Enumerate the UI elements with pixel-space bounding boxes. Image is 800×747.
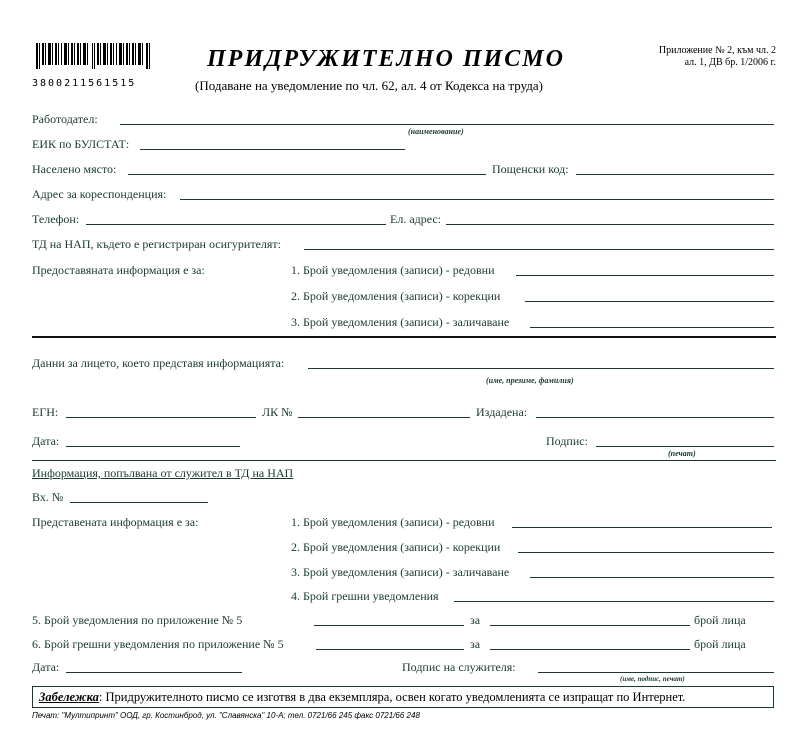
employer-label: Работодател: <box>32 112 98 126</box>
annex-line-2: ал. 1, ДВ бр. 1/2006 г. <box>684 57 776 68</box>
phone-label: Телефон: <box>32 212 80 226</box>
nap-date-field[interactable] <box>66 672 242 673</box>
annex5-persons-field[interactable] <box>490 625 690 626</box>
annex5-errors-count-field[interactable] <box>316 649 464 650</box>
employer-name-field[interactable] <box>120 124 774 125</box>
employee-signature-label: Подпис на служителя: <box>402 660 516 674</box>
nap-section-title: Информация, попълвана от служител в ТД на НАП <box>32 466 294 480</box>
employee-signature-hint: (име, подпис, печат) <box>620 675 685 683</box>
nap-item-annex5: 5. Брой уведомления по приложение № 5 <box>32 613 243 627</box>
nap-divider <box>32 460 776 461</box>
employer-corrections-field[interactable] <box>525 301 774 302</box>
presenter-date-label: Дата: <box>32 434 60 448</box>
email-field[interactable] <box>446 224 774 225</box>
egn-label: ЕГН: <box>32 405 59 419</box>
presenter-date-field[interactable] <box>66 446 240 447</box>
info-label: Предоставяната информация е за: <box>32 263 205 277</box>
employer-item-corrections: 2. Брой уведомления (записи) - корекции <box>291 289 501 303</box>
eik-label: ЕИК по БУЛСТАТ: <box>32 137 130 151</box>
nap-info-label: Представената информация е за: <box>32 515 199 529</box>
nap-errors-field[interactable] <box>454 601 774 602</box>
phone-field[interactable] <box>86 224 386 225</box>
nap-regular-field[interactable] <box>512 527 772 528</box>
note-box <box>32 686 774 708</box>
note-content <box>39 690 685 705</box>
employer-regular-field[interactable] <box>516 275 774 276</box>
employer-name-hint: (наименование) <box>408 127 464 136</box>
presenter-signature-label: Подпис: <box>546 434 588 448</box>
incoming-number-field[interactable] <box>70 502 208 503</box>
td-field[interactable] <box>304 249 774 250</box>
lk-label: ЛК № <box>262 405 293 419</box>
incoming-number-label: Вх. № <box>32 490 64 504</box>
presenter-signature-field[interactable] <box>596 446 774 447</box>
nap-corrections-field[interactable] <box>518 552 774 553</box>
egn-field[interactable] <box>66 417 256 418</box>
annex5-persons-label: брой лица <box>694 613 746 627</box>
address-field[interactable] <box>180 199 774 200</box>
stamp-hint: (печат) <box>668 449 696 458</box>
annex5-for-label: за <box>470 613 481 627</box>
annex5-count-field[interactable] <box>314 625 464 626</box>
annex5-errors-persons-field[interactable] <box>490 649 690 650</box>
barcode-number: 3800211561515 <box>32 78 137 89</box>
issued-field[interactable] <box>536 417 774 418</box>
nap-item-errors: 4. Брой грешни уведомления <box>291 589 439 603</box>
address-label: Адрес за кореспонденция: <box>32 187 167 201</box>
document-subtitle: (Подаване на уведомление по чл. 62, ал. 4 от Кодекса на труда) <box>195 78 543 93</box>
issued-label: Издадена: <box>476 405 528 419</box>
employer-deletions-field[interactable] <box>530 327 774 328</box>
email-label: Ел. адрес: <box>390 212 442 226</box>
annex-line-1: Приложение № 2, към чл. 2 <box>658 45 776 56</box>
annex5-errors-persons-label: брой лица <box>694 637 746 651</box>
nap-item-annex5-errors: 6. Брой грешни уведомления по приложение № 5 <box>32 637 284 651</box>
document-title: ПРИДРУЖИТЕЛНО ПИСМО <box>207 46 565 72</box>
employer-item-deletions: 3. Брой уведомления (записи) - заличаване <box>291 315 510 329</box>
barcode-image <box>36 43 153 73</box>
note-label: Забележка <box>39 690 99 704</box>
postcode-label: Пощенски код: <box>492 162 569 176</box>
employee-signature-field[interactable] <box>538 672 774 673</box>
lk-field[interactable] <box>298 417 470 418</box>
nap-item-regular: 1. Брой уведомления (записи) - редовни <box>291 515 495 529</box>
nap-item-deletions: 3. Брой уведомления (записи) - заличаване <box>291 565 510 579</box>
presenter-name-hint: (име, презиме, фамилия) <box>486 376 574 385</box>
nap-deletions-field[interactable] <box>530 577 774 578</box>
eik-field[interactable] <box>140 149 405 150</box>
place-label: Населено място: <box>32 162 117 176</box>
employer-item-regular: 1. Брой уведомления (записи) - редовни <box>291 263 495 277</box>
nap-date-label: Дата: <box>32 660 60 674</box>
annex5-errors-for-label: за <box>470 637 481 651</box>
printer-info: Печат: "Мултипринт" ООД, гр. Костинброд, ул. "Славянска" 10-А; тел. 0721/66 245 факс 0721/66 248 <box>32 711 420 720</box>
annex-reference <box>659 45 776 69</box>
nap-item-corrections: 2. Брой уведомления (записи) - корекции <box>291 540 501 554</box>
presenter-name-field[interactable] <box>308 368 774 369</box>
section-divider <box>32 336 776 338</box>
note-text: : Придружителното писмо се изготвя в два екземпляра, освен когато уведомленията се изпращат по Интернет. <box>98 690 686 704</box>
place-field[interactable] <box>128 174 486 175</box>
td-label: ТД на НАП, където е регистриран осигурителят: <box>32 237 281 251</box>
postcode-field[interactable] <box>576 174 774 175</box>
presenter-label: Данни за лицето, което представя информацията: <box>32 356 285 370</box>
